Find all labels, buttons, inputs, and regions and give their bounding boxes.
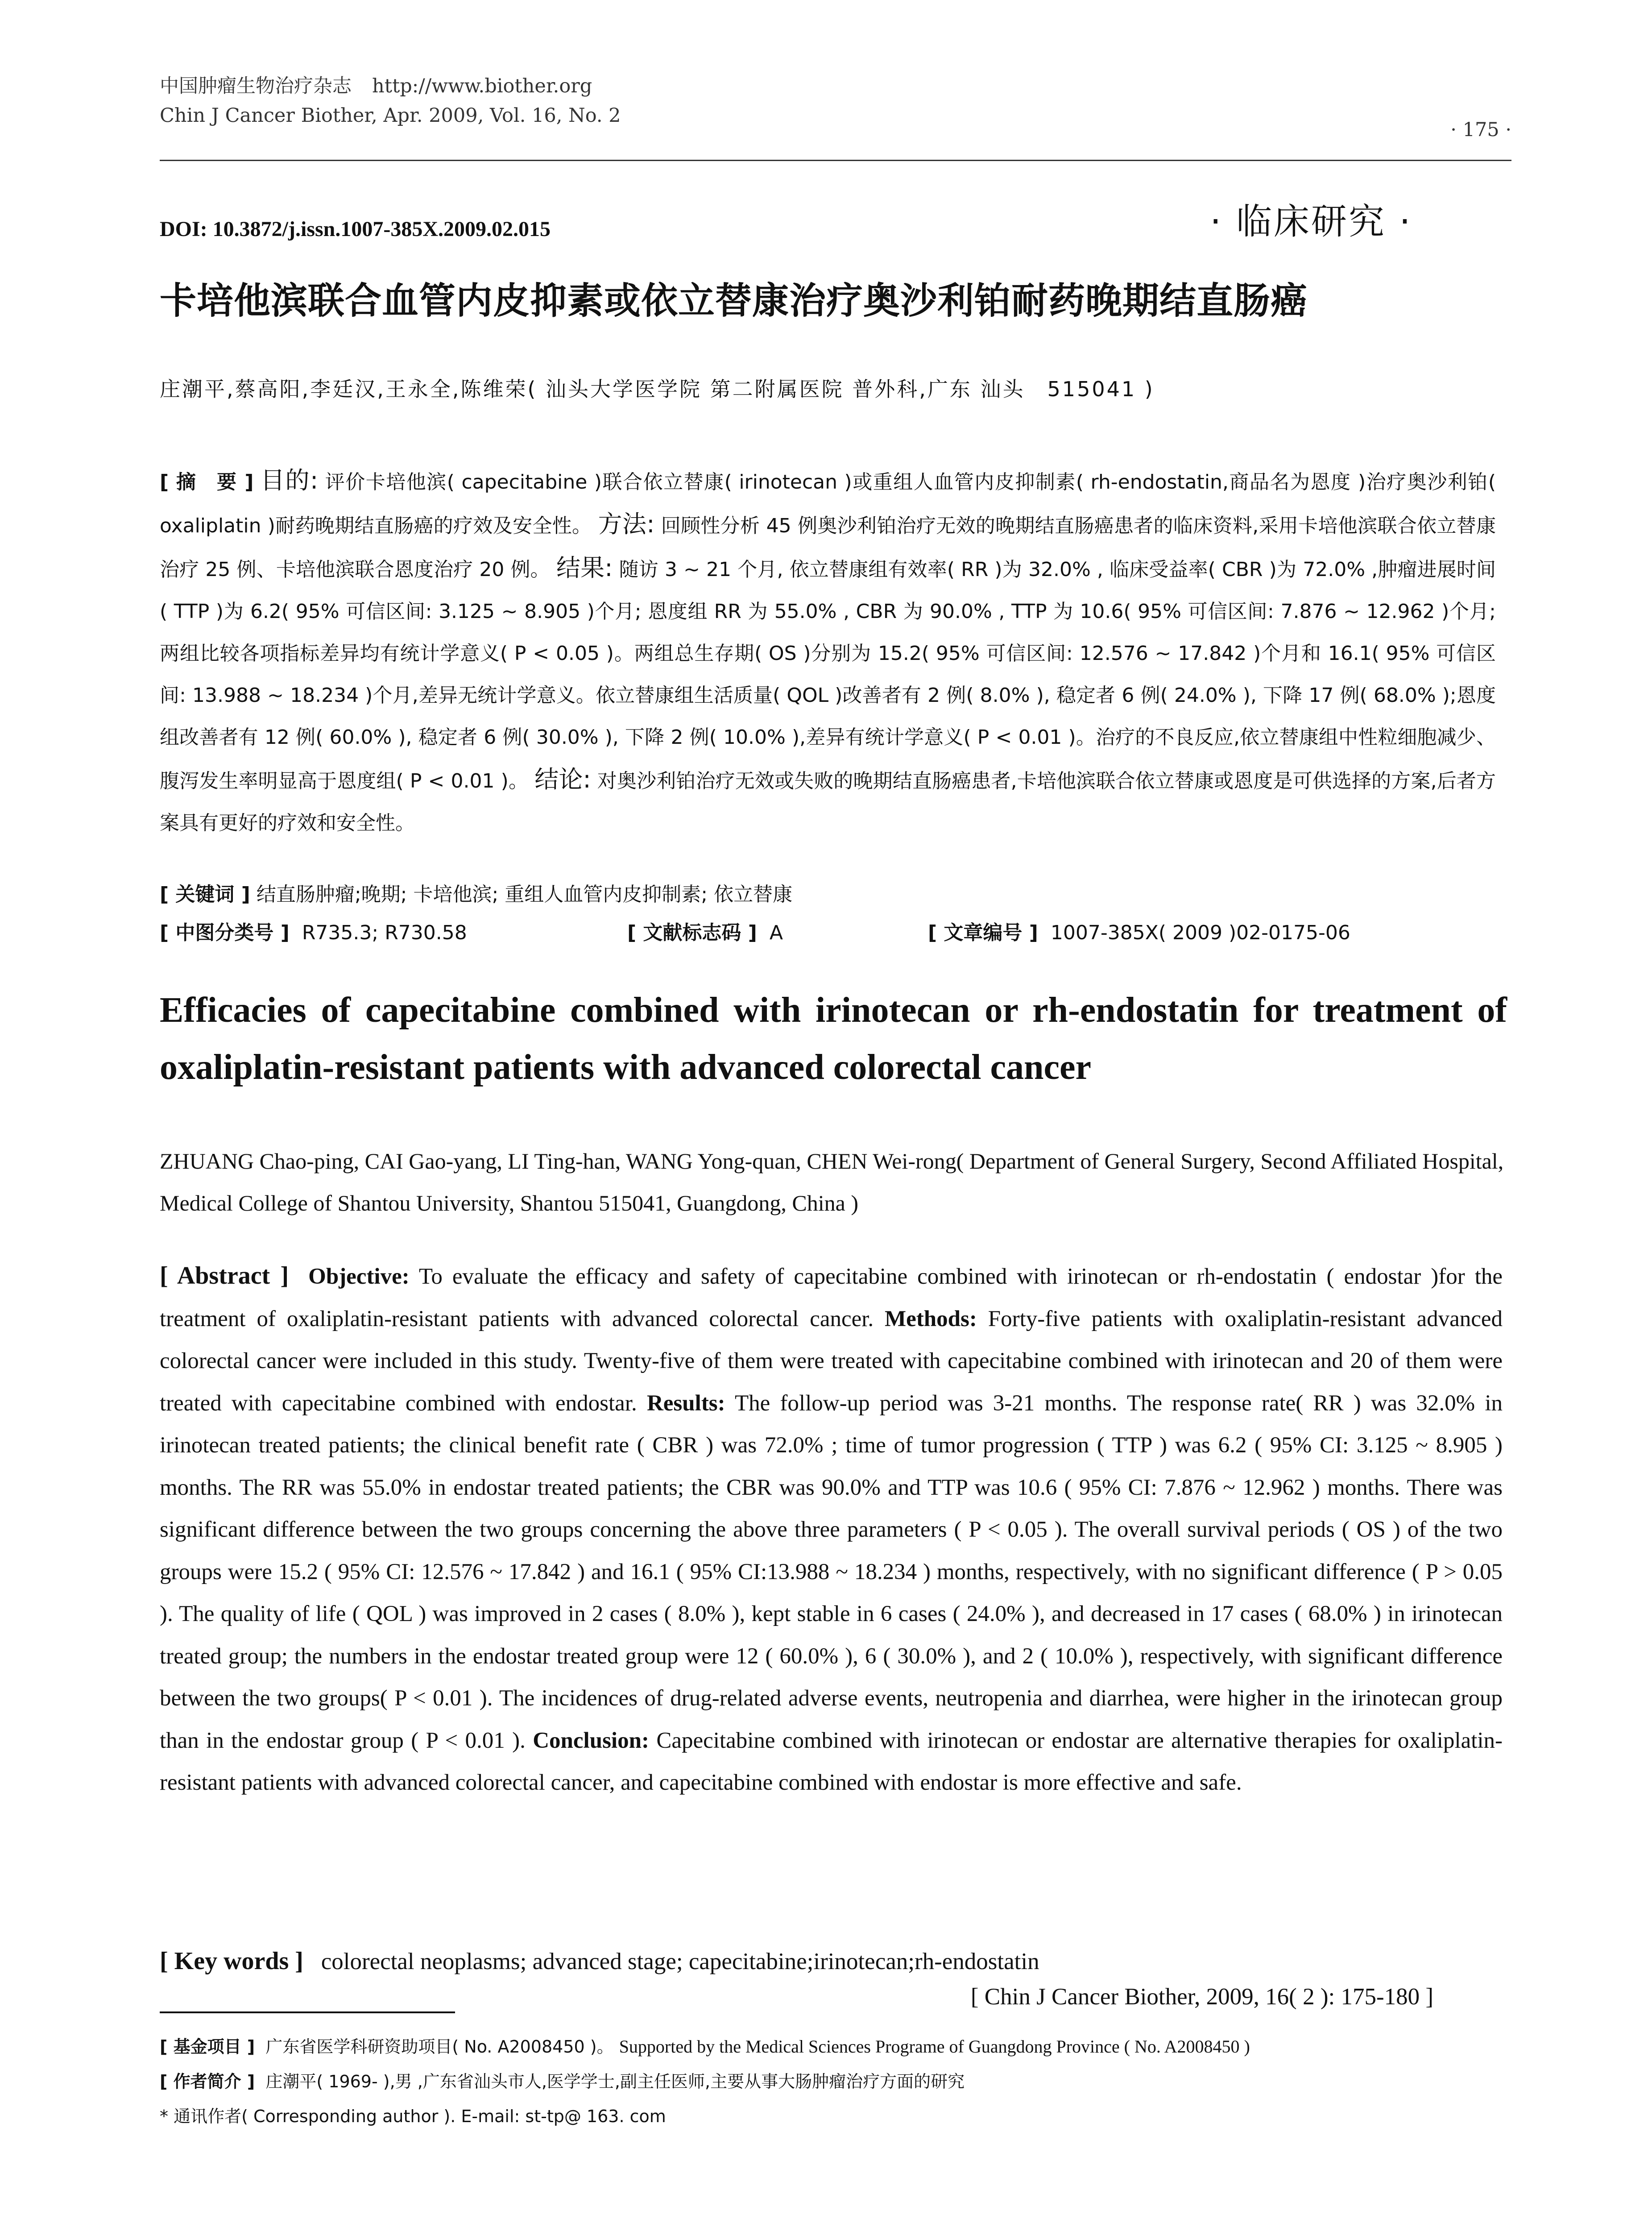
english-keywords-text: colorectal neoplasms; advanced stage; capecitabine;irinotecan;rh-endostatin — [321, 1949, 1039, 1974]
english-title: Efficacies of capecitabine combined with irinotecan or rh-endostatin for treatment of oxaliplatin-resistant patients with advanced colorectal cancer — [160, 991, 1507, 1087]
journal-citation-en: Chin J Cancer Biother, Apr. 2009, Vol. 16, No. 2 — [160, 104, 621, 127]
journal-url: http://www.biother.org — [372, 75, 592, 97]
chinese-keywords-text: 结直肠肿瘤;晚期; 卡培他滨; 重组人血管内皮抑制素; 依立替康 — [256, 883, 793, 906]
chinese-objective-label: 目的: — [260, 466, 319, 494]
fund-footnote — [160, 2029, 1511, 2064]
chinese-abstract-label: [ 摘 要 ] — [160, 471, 254, 493]
english-conclusion-label: Conclusion: — [533, 1728, 649, 1753]
chinese-results-label: 结果: — [556, 554, 613, 582]
chinese-results-text: 随访 3 ~ 21 个月, 依立替康组有效率( RR )为 32.0% , 临床受益率( CBR )为 72.0% ,肿瘤进展时间( TTP )为 6.2( 95% 可信区间: 3.125 ~ 8.905 )个月; 恩度组 RR 为 55.0% , CBR 为 90.0% , TTP 为 10.6( 95% 可信区间: 7.876 ~ 12.962 )个月;两组比较各项指标差异均有统计学意义( P < 0.05 )。两组总生存期( OS )分别为 15.2( 95% 可信区间: 12.576 ~ 17.842 )个月和 16.1( 95% 可信区间: 13.988 ~ 18.234 )个月,差异无统计学意义。依立替康组生活质量( QOL )改善者有 2 例( 8.0% ), 稳定者 6 例( 24.0% ), 下降 17 例( 68.0% );恩度组改善者有 12 例( 60.0% ), 稳定者 6 例( 30.0% ), 下降 2 例( 10.0% ),差异有统计学意义( P < 0.01 )。治疗的不良反应,依立替康组中性粒细胞减少、腹泻发生率明显高于恩度组( P < 0.01 )。 — [160, 558, 1496, 792]
english-conclusion-text: Capecitabine combined with irinotecan or endostar are alternative therapies for oxaliplatin-resistant patients with advanced colorectal cancer, and capecitabine combined with endostar is more effective and safe. — [160, 1728, 1503, 1795]
english-abstract-label: [ Abstract ] — [160, 1262, 289, 1290]
footnote-rule — [160, 2011, 455, 2013]
section-label: · 临床研究 · — [1210, 201, 1412, 242]
english-objective-label: Objective: — [308, 1264, 410, 1289]
document-code-label: [ 文献标志码 ] — [627, 921, 757, 944]
chinese-methods-text: 回顾性分析 45 例奥沙利铂治疗无效的晚期结直肠癌患者的临床资料,采用卡培他滨联合依立替康治疗 25 例、卡培他滨联合恩度治疗 20 例。 — [160, 514, 1496, 581]
english-keywords — [160, 1941, 1503, 1982]
chinese-keywords-label: [ 关键词 ] — [160, 883, 250, 906]
footnotes — [160, 2029, 1511, 2134]
clc-value: R735.3; R730.58 — [302, 921, 467, 944]
english-results-label: Results: — [646, 1390, 725, 1416]
header-rule — [160, 160, 1511, 161]
english-objective-text: To evaluate the efficacy and safety of capecitabine combined with irinotecan or rh-endostatin ( endostar )for the treatment of oxaliplatin-resistant patients with advanced colorectal cancer. — [160, 1264, 1503, 1331]
corresponding-author-footnote: * 通讯作者( Corresponding author ). E-mail: st-tp@ 163. com — [160, 2107, 666, 2126]
english-methods-text: Forty-five patients with oxaliplatin-resistant advanced colorectal cancer were included in this study. Twenty-five of them were treated with capecitabine combined with irinotecan and 20 of them were treated with capecitabine combined with endostar. — [160, 1306, 1503, 1416]
author-bio-text: 庄潮平( 1969- ),男 ,广东省汕头市人,医学学士,副主任医师,主要从事大肠肿瘤治疗方面的研究 — [265, 2072, 965, 2091]
chinese-conclusion-label: 结论: — [534, 765, 591, 793]
journal-name-cn: 中国肿瘤生物治疗杂志 — [160, 75, 352, 97]
chinese-objective-text: 评价卡培他滨( capecitabine )联合依立替康( irinotecan )或重组人血管内皮抑制素( rh-endostatin,商品名为恩度 )治疗奥沙利铂( oxaliplatin )耐药晚期结直肠癌的疗效及安全性。 — [160, 471, 1496, 537]
author-footnote — [160, 2064, 1511, 2099]
english-abstract — [160, 1255, 1503, 1804]
document-code-value: A — [769, 921, 783, 944]
running-head-line-1 — [160, 71, 1511, 101]
clc-label: [ 中图分类号 ] — [160, 921, 290, 944]
running-head — [160, 71, 1511, 141]
chinese-abstract — [160, 460, 1496, 844]
fund-label: [ 基金项目 ] — [160, 2037, 255, 2057]
english-methods-label: Methods: — [885, 1306, 977, 1331]
page-number: · 175 · — [1450, 119, 1511, 141]
article-number-label: [ 文章编号 ] — [928, 921, 1038, 944]
clc-number — [160, 912, 467, 954]
chinese-conclusion-text: 对奥沙利铂治疗无效或失败的晚期结直肠癌患者,卡培他滨联合依立替康或恩度是可供选择的方案,后者方案具有更好的疗效和安全性。 — [160, 770, 1496, 834]
chinese-authors: 庄潮平,蔡高阳,李廷汉,王永全,陈维荣( 汕头大学医学院 第二附属医院 普外科,广东 汕头 515041 ) — [160, 377, 1155, 401]
article-citation: [ Chin J Cancer Biother, 2009, 16( 2 ): 175-180 ] — [970, 1984, 1433, 2010]
author-bio-label: [ 作者简介 ] — [160, 2072, 255, 2091]
english-results-text: The follow-up period was 3-21 months. The response rate( RR ) was 32.0% in irinotecan treated patients; the clinical benefit rate ( CBR ) was 72.0% ; time of tumor progression ( TTP ) was 6.2 ( 95% CI: 3.125 ~ 8.905 ) months. The RR was 55.0% in endostar treated patients; the CBR was 90.0% and TTP was 10.6 ( 95% CI: 7.876 ~ 12.962 ) months. There was significant difference between the two groups concerning the above three parameters ( P < 0.05 ). The overall survival periods ( OS ) of the two groups were 15.2 ( 95% CI: 12.576 ~ 17.842 ) and 16.1 ( 95% CI:13.988 ~ 18.234 ) months, respectively, with no significant difference ( P > 0.05 ). The quality of life ( QOL ) was improved in 2 cases ( 8.0% ), kept stable in 6 cases ( 24.0% ), and decreased in 17 cases ( 68.0% ) in irinotecan treated group; the numbers in the endostar treated group were 12 ( 60.0% ), 6 ( 30.0% ), and 2 ( 10.0% ), respectively, with significant difference between the two groups( P < 0.01 ). The incidences of drug-related adverse events, neutropenia and diarrhea, were higher in the irinotecan group than in the endostar group ( P < 0.01 ). — [160, 1390, 1503, 1753]
english-keywords-label: [ Key words ] — [160, 1947, 303, 1975]
doi: DOI: 10.3872/j.issn.1007-385X.2009.02.015 — [160, 217, 551, 241]
chinese-keywords — [160, 874, 1498, 916]
article-number — [928, 912, 1350, 954]
fund-text-cn: 广东省医学科研资助项目( No. A2008450 )。 — [265, 2037, 614, 2057]
article-number-value: 1007-385X( 2009 )02-0175-06 — [1050, 921, 1350, 944]
fund-text-en: Supported by the Medical Sciences Programe of Guangdong Province ( No. A2008450 ) — [619, 2036, 1250, 2057]
document-code — [627, 912, 783, 954]
chinese-title: 卡培他滨联合血管内皮抑素或依立替康治疗奥沙利铂耐药晚期结直肠癌 — [160, 280, 1308, 322]
chinese-methods-label: 方法: — [598, 510, 655, 538]
english-authors: ZHUANG Chao-ping, CAI Gao-yang, LI Ting-han, WANG Yong-quan, CHEN Wei-rong( Department of General Surgery, Second Affiliated Hospital, Medical College of Shantou University, Shantou 515041, Guangdong, China ) — [160, 1149, 1504, 1215]
